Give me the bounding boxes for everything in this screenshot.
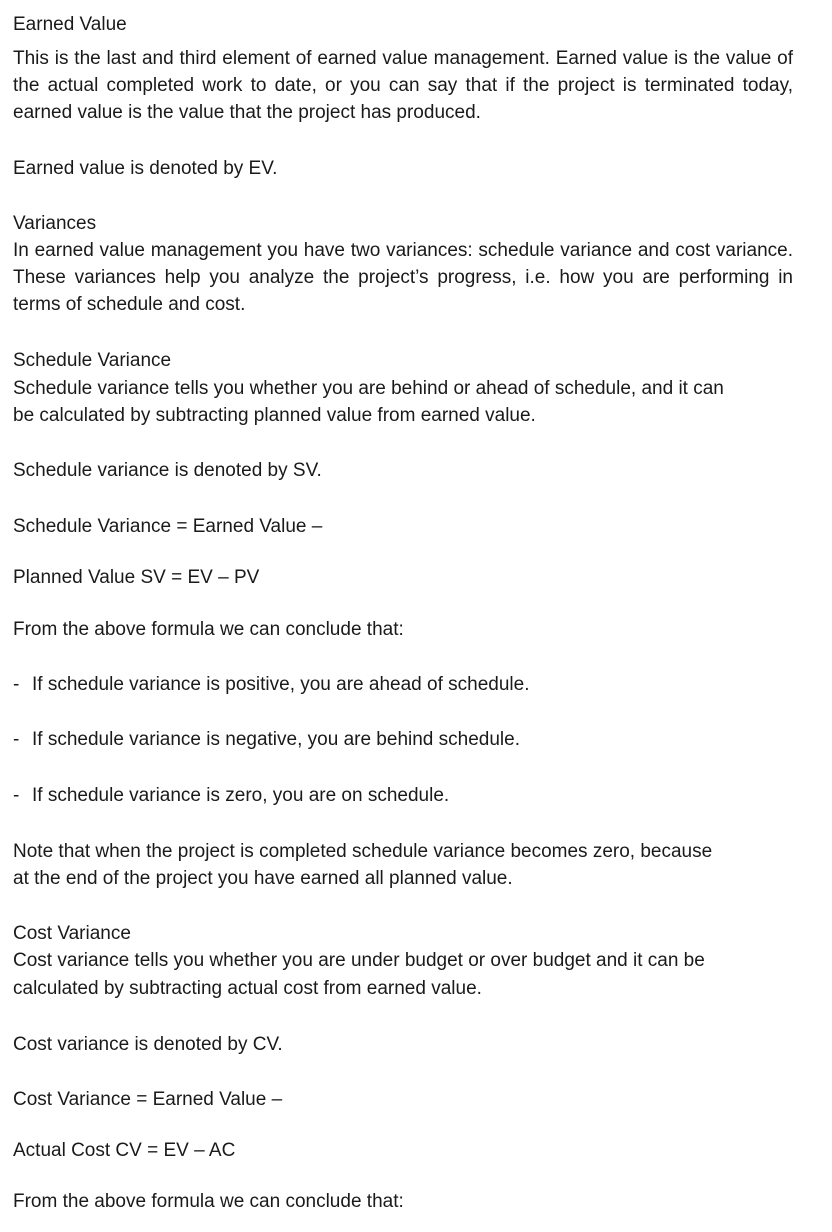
schedule-variance-formula-line-1: Schedule Variance = Earned Value – xyxy=(13,516,323,537)
schedule-variance-paragraph-line-1: Schedule variance tells you whether you are behind or ahead of schedule, and it can xyxy=(13,378,724,399)
earned-value-heading: Earned Value xyxy=(13,14,127,35)
bullet-text: If schedule variance is zero, you are on schedule. xyxy=(32,785,450,806)
bullet-text: If schedule variance is negative, you are behind schedule. xyxy=(32,729,520,750)
bullet-marker: - xyxy=(13,785,20,806)
cost-variance-formula-line-1: Cost Variance = Earned Value – xyxy=(13,1089,283,1110)
variances-paragraph: In earned value management you have two variances: schedule variance and cost variance. These variances help you analyze the project’s progress, i.e. how you are performing in terms of schedule and cost. xyxy=(13,240,793,315)
schedule-variance-paragraph-line-2: be calculated by subtracting planned value from earned value. xyxy=(13,405,536,426)
bullet-marker: - xyxy=(13,729,20,750)
variances-heading: Variances xyxy=(13,213,97,234)
bullet-zero xyxy=(13,782,793,809)
earned-value-paragraph: This is the last and third element of earned value management. Earned value is the value of the actual completed work to date, or you can say that if the project is terminated today, earned value is the value that the project has produced. xyxy=(13,48,793,123)
cost-variance-heading: Cost Variance xyxy=(13,923,131,944)
bullet-text: If schedule variance is positive, you are ahead of schedule. xyxy=(32,674,530,695)
schedule-variance-heading: Schedule Variance xyxy=(13,350,172,371)
cost-variance-denoted: Cost variance is denoted by CV. xyxy=(13,1034,283,1055)
schedule-variance-formula-line-2: Planned Value SV = EV – PV xyxy=(13,567,260,588)
bullet-negative xyxy=(13,726,793,753)
cost-variance-formula-line-2: Actual Cost CV = EV – AC xyxy=(13,1140,236,1161)
bullet-positive xyxy=(13,671,793,698)
schedule-variance-note-line-1: Note that when the project is completed schedule variance becomes zero, because xyxy=(13,841,713,862)
schedule-variance-denoted: Schedule variance is denoted by SV. xyxy=(13,460,322,481)
bullet-marker: - xyxy=(13,674,20,695)
cost-variance-conclude: From the above formula we can conclude that: xyxy=(13,1191,404,1212)
earned-value-denoted: Earned value is denoted by EV. xyxy=(13,158,278,179)
schedule-variance-conclude: From the above formula we can conclude that: xyxy=(13,619,404,640)
schedule-variance-note-line-2: at the end of the project you have earned all planned value. xyxy=(13,868,513,889)
cost-variance-paragraph-line-1: Cost variance tells you whether you are under budget or over budget and it can be xyxy=(13,950,705,971)
cost-variance-paragraph-line-2: calculated by subtracting actual cost from earned value. xyxy=(13,978,482,999)
